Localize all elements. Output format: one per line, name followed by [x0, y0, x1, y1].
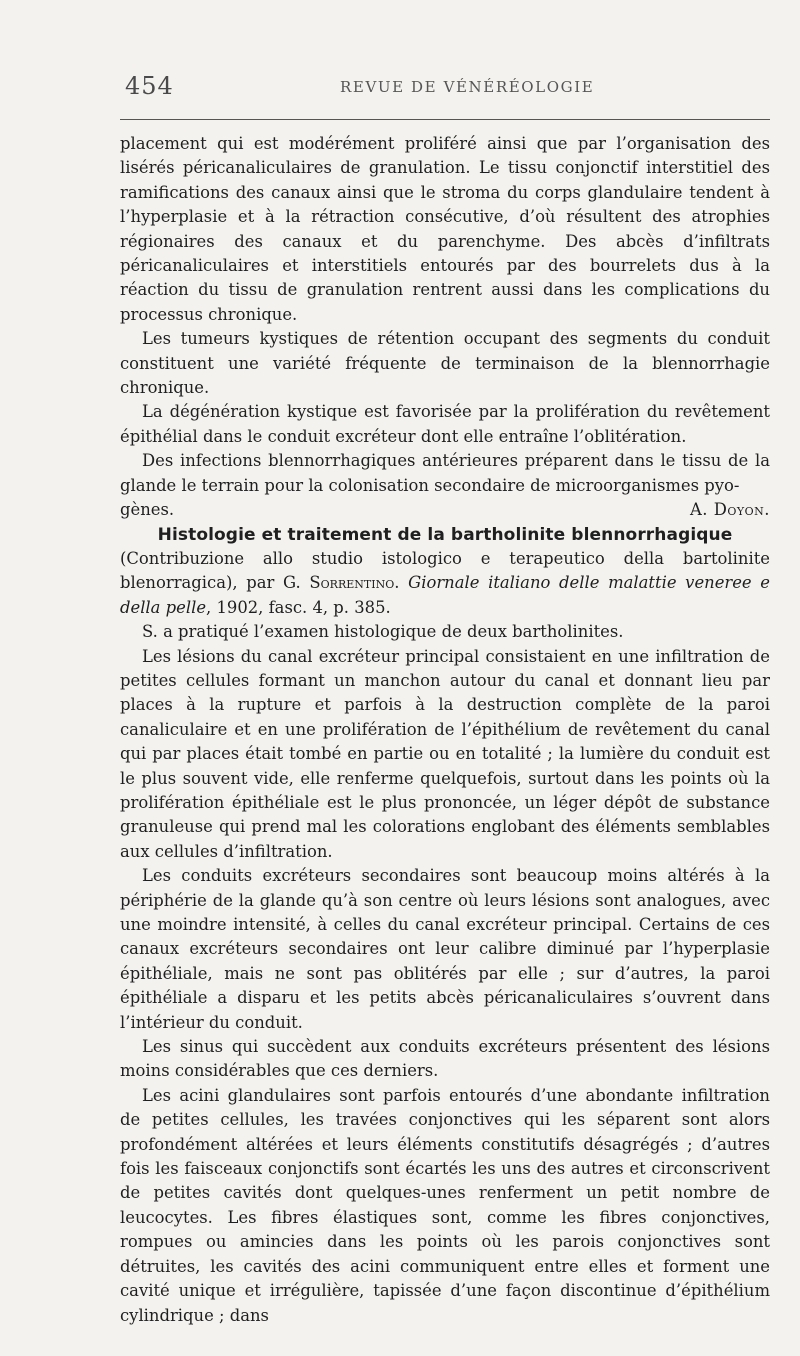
author-signature: A. Doyon. [689, 500, 770, 520]
citation-author: Sorrentino [309, 573, 395, 593]
paragraph-1: placement qui est modérément proliféré ainsi que par l’organisation des lisérés péricanaliculaires de granulation. Le tissu conjonctif interstitiel des ramifications des canaux ainsi que le stroma du corps glandulaire tendent à l’hyperplasie et à la rétraction consécutive, d’où résultent des atrophies régionaires des canaux et du parenchyme. Des abcès d’infiltrats péricanaliculaires et interstitiels entourés par des bourrelets dus à la réaction du tissu de granulation rentrent aussi dans les complications du processus chronique. [120, 134, 770, 324]
citation-details: , 1902, fasc. 4, p. 385. [206, 597, 391, 617]
citation-separator: . [394, 573, 409, 593]
paragraph-8: Les sinus qui succèdent aux conduits excréteurs présentent des lésions moins considérables que ces derniers. [120, 1037, 770, 1081]
citation [120, 547, 770, 620]
header-rule [120, 119, 770, 120]
running-head: REVUE DE VÉNÉRÉOLOGIE [340, 78, 595, 96]
paragraph-7: Les conduits excréteurs secondaires sont beaucoup moins altérés à la périphérie de la glande qu’à son centre où leurs lésions sont analogues, avec une moindre intensité, à celles du canal excréteur principal. Certains de ces canaux excréteurs secondaires ont leur calibre diminué par l’hyperplasie épithéliale, mais ne sont pas oblitérés par elle ; sur d’autres, la paroi épithéliale a disparu et les petits abcès péricanaliculaires s’ouvrent dans l’intérieur du conduit. [120, 866, 770, 1032]
citation-intro: (Contribuzione allo studio istologico e terapeutico della bartolinite blenorragica), par G. [120, 548, 770, 593]
paragraph-2: Les tumeurs kystiques de rétention occupant des segments du conduit constituent une variété fréquente de terminaison de la blennorrhagie chronique. [120, 329, 770, 398]
article-text [120, 132, 770, 1328]
paragraph-4: Des infections blennorrhagiques antérieures préparent dans le tissu de la glande le terrain pour la colonisation secondaire de microorganismes pyo- [120, 451, 770, 495]
page-header [120, 72, 770, 108]
page-number: 454 [125, 72, 174, 100]
paragraph-5: S. a pratiqué l’examen histologique de deux bartholinites. [142, 622, 624, 642]
paragraph-4-end [120, 498, 770, 522]
paragraph-3: La dégénération kystique est favorisée par la prolifération du revêtement épithélial dans le conduit excréteur dont elle entraîne l’oblitération. [120, 402, 770, 446]
paragraph-6: Les lésions du canal excréteur principal consistaient en une infiltration de petites cellules formant un manchon autour du canal et donnant lieu par places à la rupture et parfois à la destruction complète de la paroi canaliculaire et en une prolifération de l’épithélium de revêtement du canal qui par places était tombé en partie ou en totalité ; la lumière du conduit est le plus souvent vide, elle renferme quelquefois, surtout dans les points où la prolifération épithéliale est le plus prononcée, un léger dépôt de substance granuleuse qui prend mal les colorations englobant des éléments semblables aux cellules d’infiltration. [120, 646, 770, 861]
citation-journal: Giornale italiano delle malattie veneree e della pelle [120, 573, 771, 617]
paragraph-9: Les acini glandulaires sont parfois entourés d’une abondante infiltration de petites cellules, les travées conjonctives qui les séparent sont alors profondément altérées et leurs éléments constitutifs désagrégés ; d’autres fois les faisceaux conjonctifs sont écartés les uns des autres et circonscrivent de petites cavités dont quelques-unes renferment un petit nombre de leucocytes. Les fibres élastiques sont, comme les fibres conjonctives, rompues ou amincies dans les points où les parois conjonctives sont détruites, les cavités des acini communiquent entre elles et forment une cavité unique et irrégulière, tapissée d’une façon discontinue d’épithélium cylindrique ; dans [120, 1085, 770, 1325]
paragraph-4-tail: gènes. [120, 500, 175, 520]
section-title: Histologie et traitement de la bartholinite blennorrhagique [157, 524, 733, 545]
